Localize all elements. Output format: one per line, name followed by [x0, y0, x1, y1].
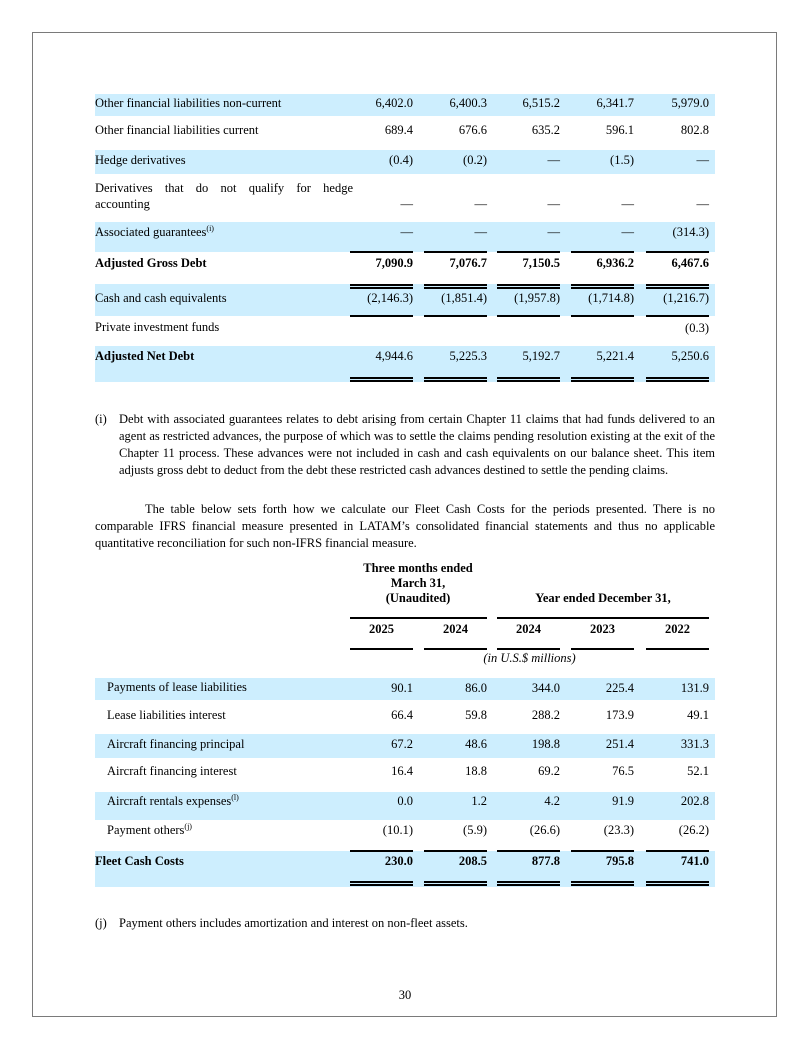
cell-value: 173.9	[605, 708, 634, 722]
cell-value: —	[547, 225, 560, 239]
cell-value: 5,192.7	[522, 349, 560, 363]
row-label: Adjusted Gross Debt	[95, 256, 207, 270]
row-label: Fleet Cash Costs	[95, 854, 184, 868]
cell-value: 7,090.9	[375, 256, 413, 270]
cell-value: 6,402.0	[375, 96, 413, 110]
units-label: (in U.S.$ millions)	[483, 651, 576, 665]
single-underline	[646, 315, 709, 317]
cell-value: —	[547, 197, 560, 211]
row-label: Aircraft financing principal	[107, 737, 245, 751]
cell-value: 4.2	[544, 794, 560, 808]
single-underline	[350, 251, 413, 253]
cell-value: —	[400, 197, 413, 211]
cell-value: 741.0	[680, 854, 709, 868]
double-underline	[497, 284, 560, 289]
column-header: 2023	[590, 622, 615, 636]
row-label: Adjusted Net Debt	[95, 349, 195, 363]
single-underline	[646, 648, 709, 650]
row-label: Aircraft financing interest	[107, 764, 237, 778]
double-underline	[424, 881, 487, 886]
cell-value: (26.6)	[529, 823, 560, 837]
row-label-text: Associated guarantees	[95, 225, 207, 239]
row-label: Lease liabilities interest	[107, 708, 226, 722]
cell-value: 59.8	[465, 708, 487, 722]
row-label	[107, 794, 239, 809]
cell-value: 90.1	[391, 681, 413, 695]
single-underline	[646, 850, 709, 852]
single-underline	[424, 251, 487, 253]
cell-value: —	[474, 225, 487, 239]
double-underline	[350, 284, 413, 289]
cell-value: 596.1	[605, 123, 634, 137]
cell-value: 6,341.7	[596, 96, 634, 110]
cell-value: 7,150.5	[522, 256, 560, 270]
cell-value: —	[621, 197, 634, 211]
cell-value: (1,714.8)	[588, 291, 634, 305]
row-label	[95, 225, 214, 240]
column-header: 2022	[665, 622, 690, 636]
single-underline	[424, 648, 487, 650]
double-underline	[571, 284, 634, 289]
cell-value: 208.5	[458, 854, 487, 868]
cell-value: —	[400, 225, 413, 239]
row-label: Hedge derivatives	[95, 153, 186, 167]
cell-value: 69.2	[538, 764, 560, 778]
cell-value: 877.8	[531, 854, 560, 868]
double-underline	[571, 881, 634, 886]
header-rule	[350, 617, 487, 619]
cell-value: 67.2	[391, 737, 413, 751]
cell-value: (314.3)	[672, 225, 709, 239]
cell-value: (0.4)	[389, 153, 413, 167]
double-underline	[646, 284, 709, 289]
cell-value: 6,467.6	[671, 256, 709, 270]
double-underline	[497, 377, 560, 382]
row-label-text: Payment others	[107, 823, 185, 837]
cell-value: 7,076.7	[449, 256, 487, 270]
cell-value: 16.4	[391, 764, 413, 778]
cell-value: (23.3)	[603, 823, 634, 837]
cell-value: 288.2	[531, 708, 560, 722]
cell-value: 795.8	[605, 854, 634, 868]
cell-value: (1,957.8)	[514, 291, 560, 305]
single-underline	[350, 850, 413, 852]
cell-value: 49.1	[687, 708, 709, 722]
footnote-ref: (l)	[231, 793, 239, 802]
single-underline	[571, 850, 634, 852]
row-label-line2: accounting	[95, 197, 150, 211]
cell-value: (5.9)	[463, 823, 487, 837]
cell-value: 76.5	[612, 764, 634, 778]
cell-value: 676.6	[458, 123, 487, 137]
footnote-text: Payment others includes amortization and interest on non-fleet assets.	[119, 916, 468, 930]
cell-value: (26.2)	[678, 823, 709, 837]
footnote-marker: (i)	[95, 412, 107, 426]
cell-value: 52.1	[687, 764, 709, 778]
single-underline	[350, 315, 413, 317]
cell-value: 48.6	[465, 737, 487, 751]
footnote-ref: (j)	[184, 822, 192, 831]
column-header: 2024	[443, 622, 468, 636]
cell-value: 5,979.0	[671, 96, 709, 110]
single-underline	[424, 850, 487, 852]
footnote-marker: (j)	[95, 916, 107, 930]
cell-value: (0.2)	[463, 153, 487, 167]
single-underline	[497, 251, 560, 253]
cell-value: 202.8	[680, 794, 709, 808]
cell-value: 6,515.2	[522, 96, 560, 110]
footnote-text: Debt with associated guarantees relates to debt arising from certain Chapter 11 claims that had funds delivered to an agent as restricted advances, the purpose of which was to settle the claims pending resolution existing at the exit of the Chapter 11 process. These advances were not included in cash and cash equivalents on our balance sheet. This item adjusts gross debt to deduct from the debt these restricted cash advances destined to settle the pending claims.	[119, 412, 715, 477]
cell-value: 5,250.6	[671, 349, 709, 363]
row-label: Other financial liabilities non-current	[95, 96, 282, 110]
double-underline	[646, 377, 709, 382]
single-underline	[424, 315, 487, 317]
column-header: 2025	[369, 622, 394, 636]
double-underline	[424, 377, 487, 382]
page-number: 30	[398, 988, 412, 1002]
header-three-months	[348, 561, 488, 606]
header-rule	[497, 617, 709, 619]
cell-value: (10.1)	[382, 823, 413, 837]
double-underline	[350, 881, 413, 886]
intro-paragraph: The table below sets forth how we calculate our Fleet Cash Costs for the periods presented. There is no comparable IFRS financial measure presented in LATAM’s consolidated financial statements and thus no applicable quantitative reconciliation for such non-IFRS financial measure.	[95, 502, 715, 550]
single-underline	[571, 315, 634, 317]
single-underline	[497, 850, 560, 852]
cell-value: 251.4	[605, 737, 634, 751]
cell-value: 4,944.6	[375, 349, 413, 363]
cell-value: 86.0	[465, 681, 487, 695]
cell-value: 331.3	[680, 737, 709, 751]
header-year-ended: Year ended December 31,	[535, 591, 671, 605]
single-underline	[646, 251, 709, 253]
cell-value: (1.5)	[610, 153, 634, 167]
row-label-text: Aircraft rentals expenses	[107, 794, 232, 808]
cell-value: 6,400.3	[449, 96, 487, 110]
cell-value: (1,216.7)	[663, 291, 709, 305]
cell-value: 5,221.4	[596, 349, 634, 363]
cell-value: 225.4	[605, 681, 634, 695]
row-label: Other financial liabilities current	[95, 123, 259, 137]
double-underline	[497, 881, 560, 886]
cell-value: —	[547, 153, 560, 167]
cell-value: 198.8	[531, 737, 560, 751]
double-underline	[350, 377, 413, 382]
double-underline	[424, 284, 487, 289]
table-row	[95, 316, 715, 346]
double-underline	[646, 881, 709, 886]
single-underline	[497, 648, 560, 650]
cell-value: —	[696, 197, 709, 211]
header-line: Three months ended	[363, 561, 473, 575]
row-label-line1: Derivatives that do not qualify for hedge	[95, 181, 353, 195]
cell-value: 344.0	[531, 681, 560, 695]
single-underline	[571, 251, 634, 253]
cell-value: 5,225.3	[449, 349, 487, 363]
cell-value: 0.0	[397, 794, 413, 808]
cell-value: 131.9	[680, 681, 709, 695]
cell-value: 18.8	[465, 764, 487, 778]
cell-value: 91.9	[612, 794, 634, 808]
row-label: Private investment funds	[95, 320, 220, 334]
row-label	[107, 823, 192, 838]
double-underline	[571, 377, 634, 382]
single-underline	[350, 648, 413, 650]
cell-value: —	[474, 197, 487, 211]
cell-value: 230.0	[384, 854, 413, 868]
header-line: March 31,	[390, 576, 446, 590]
single-underline	[497, 315, 560, 317]
cell-value: 689.4	[384, 123, 413, 137]
footnote-ref: (i)	[206, 224, 214, 233]
cell-value: (2,146.3)	[367, 291, 413, 305]
cell-value: 635.2	[531, 123, 560, 137]
cell-value: (0.3)	[685, 321, 709, 335]
single-underline	[571, 648, 634, 650]
row-label: Cash and cash equivalents	[95, 291, 227, 305]
cell-value: (1,851.4)	[441, 291, 487, 305]
header-line: (Unaudited)	[385, 591, 451, 605]
cell-value: 6,936.2	[596, 256, 634, 270]
cell-value: 66.4	[391, 708, 413, 722]
cell-value: 1.2	[471, 794, 487, 808]
column-header: 2024	[516, 622, 541, 636]
cell-value: —	[696, 153, 709, 167]
cell-value: 802.8	[680, 123, 709, 137]
cell-value: —	[621, 225, 634, 239]
row-label: Payments of lease liabilities	[107, 680, 247, 694]
